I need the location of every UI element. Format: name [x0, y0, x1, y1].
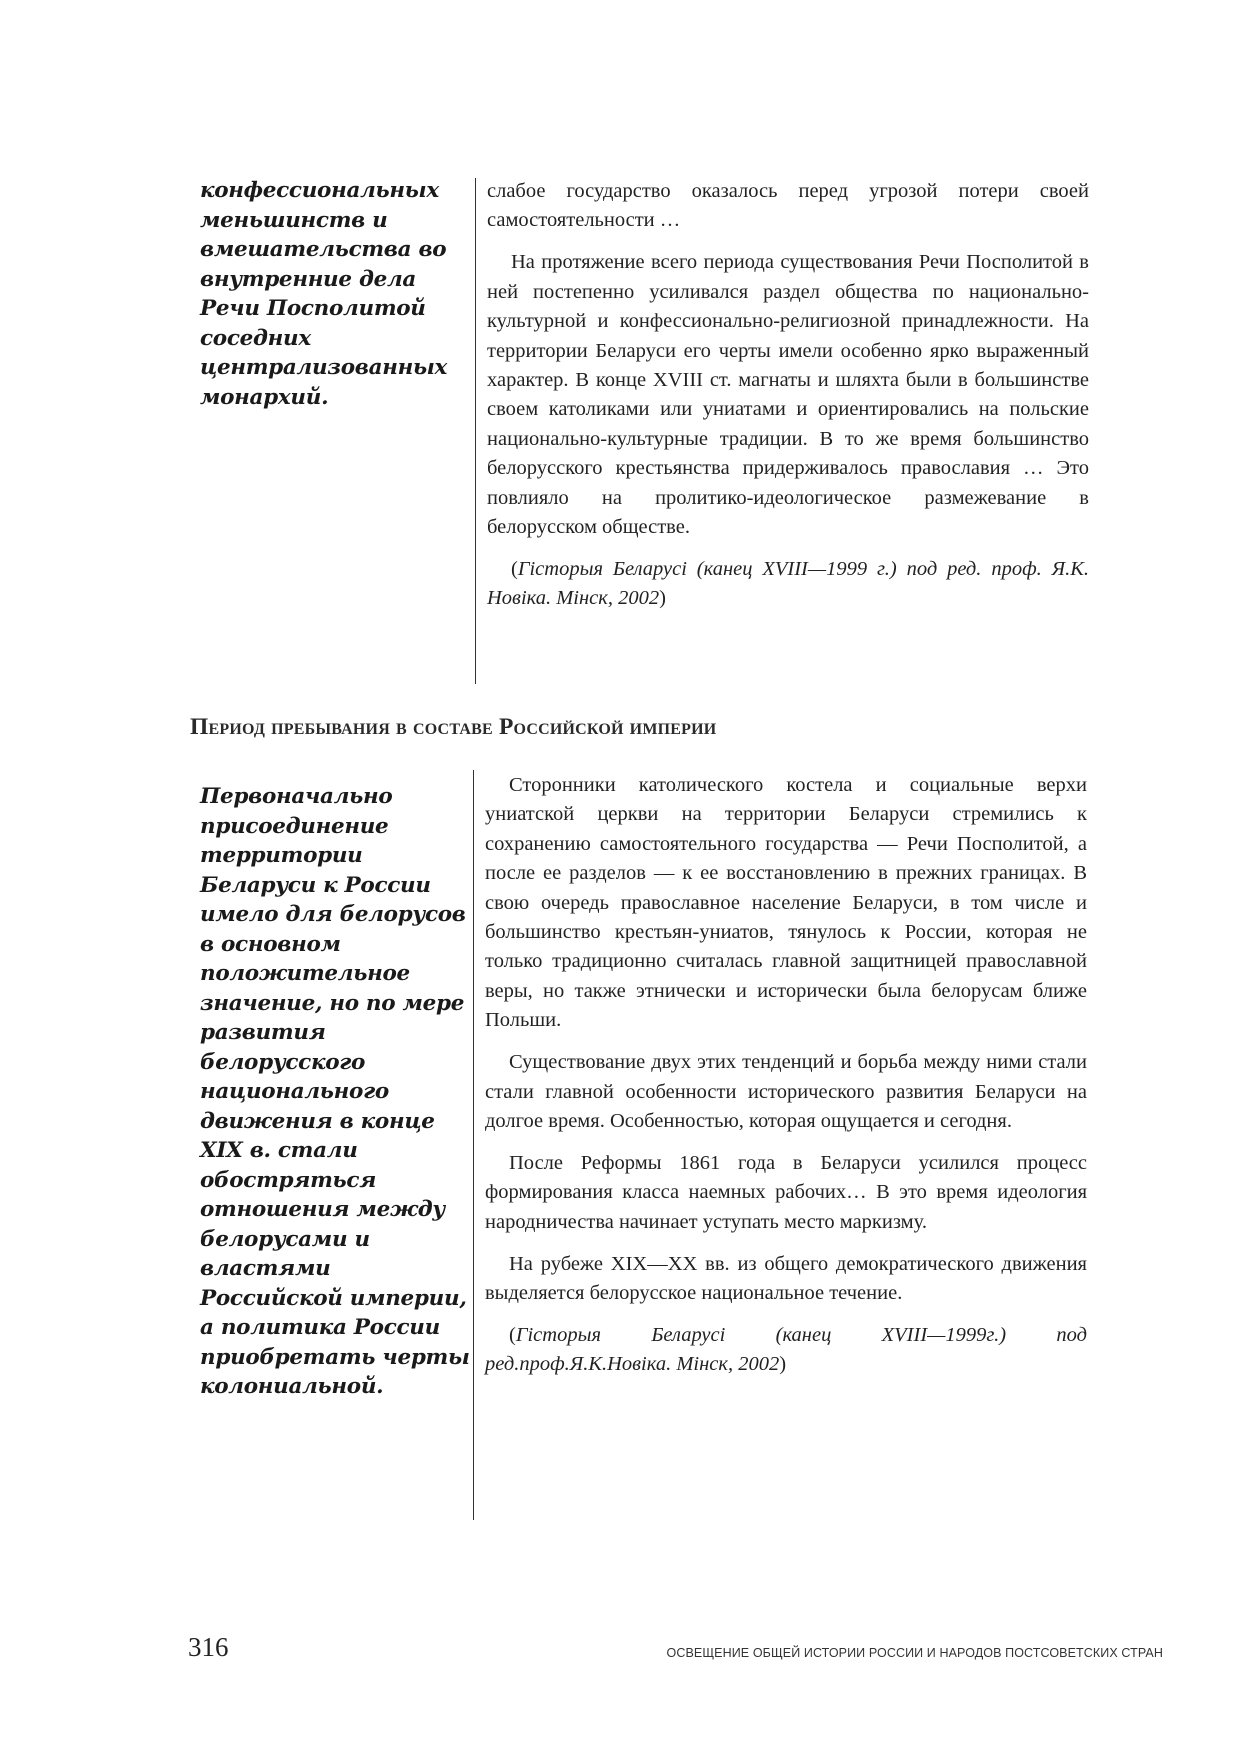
- main-text-1: [487, 177, 1089, 626]
- citation-close: ): [659, 587, 666, 610]
- paragraph: После Реформы 1861 года в Беларуси усилился процесс формирования класса наемных рабочих… В это время идеология народничества начинает уступать место маркизму.: [485, 1151, 1087, 1233]
- sidebar-line: соседних: [200, 325, 311, 351]
- sidebar-line: внутренние дела: [200, 266, 417, 292]
- citation-open: (: [511, 557, 518, 580]
- sidebar-line: монархий.: [200, 384, 329, 410]
- sidebar-line: Речи Посполитой: [200, 296, 426, 321]
- section-heading: Период пребывания в составе Российской империи: [190, 714, 717, 740]
- sidebar-note-1: [200, 176, 462, 412]
- sidebar-line: вмешательства во: [200, 237, 447, 262]
- column-divider: [475, 178, 476, 684]
- sidebar-line: присоединение: [200, 813, 389, 839]
- sidebar-line: территории: [200, 843, 363, 868]
- paragraph: Сторонники католического костела и социальные верхи униатской церкви на территории Беларуси стремились к сохранению самостоятельного государства — Речи Посполитой, а после ее разделов — к ее восстановлению в прежних границах. В свою очередь православное население Беларуси, в том числе и большинство крестьян-униатов, тянулось к России, которая не только традиционно считалась главной защитницей православной веры, но также этнически и исторически была белорусам ближе Польши.: [485, 774, 1087, 1032]
- sidebar-line: движения в конце: [200, 1108, 435, 1134]
- citation: [487, 555, 1089, 614]
- sidebar-line: обостряться: [200, 1167, 377, 1193]
- sidebar-line: белорусского: [200, 1049, 366, 1075]
- sidebar-line: Первоначально: [200, 784, 393, 809]
- sidebar-line: белорусами и: [200, 1226, 370, 1252]
- sidebar-line: развития: [200, 1020, 326, 1045]
- sidebar-line: значение, но по мере: [200, 990, 465, 1016]
- sidebar-line: Беларуси к России: [200, 872, 431, 898]
- paragraph: Существование двух этих тенденций и борьба между ними стали стали главной особенности исторического развития Беларуси на долгое время. Особенностью, которая ощущается и сегодня.: [485, 1051, 1087, 1132]
- citation: [485, 1321, 1087, 1380]
- sidebar-line: меньшинств и: [200, 207, 388, 233]
- main-text-2: [485, 771, 1087, 1392]
- sidebar-line: национального: [200, 1079, 389, 1104]
- running-title: ОСВЕЩЕНИЕ ОБЩЕЙ ИСТОРИИ РОССИИ И НАРОДОВ ПОСТСОВЕТСКИХ СТРАН: [666, 1646, 1163, 1660]
- sidebar-line: конфессиональных: [200, 178, 439, 203]
- column-divider: [473, 770, 474, 1520]
- sidebar-line: колониальной.: [200, 1374, 384, 1399]
- sidebar-line: а политика России: [200, 1315, 440, 1340]
- sidebar-line: отношения между: [200, 1197, 445, 1222]
- citation-open: (: [509, 1323, 516, 1346]
- paragraph: На рубеже XIX—XX вв. из общего демократического движения выделяется белорусское национальное течение.: [485, 1252, 1087, 1304]
- paragraph: На протяжение всего периода существования Речи Посполитой в ней постепенно усиливался раздел общества по национально-культурной и конфессионально-религиозной принадлежности. На территории Беларуси его черты имели особенно ярко выраженный характер. В конце XVIII ст. магнаты и шляхта были в большинстве своем католиками или униатами и ориентировались на польские национально-культурные традиции. В то же время большинство белорусского крестьянства придерживалось православия … Это повлияло на пролитико-идеологическое размежевание в белорусском обществе.: [487, 251, 1089, 538]
- citation-text: Гісторыя Беларусі (канец XVIII—1999 г.) под ред. проф. Я.К. Новіка. Мінск, 2002: [487, 557, 1089, 610]
- sidebar-line: XIX в. стали: [200, 1138, 358, 1163]
- sidebar-line: положительное: [200, 961, 410, 986]
- sidebar-note-2: [200, 782, 470, 1402]
- citation-close: ): [779, 1353, 787, 1376]
- sidebar-line: властями: [200, 1256, 331, 1281]
- citation-text: Гісторыя Беларусі (канец XVIII—1999г.) под ред.проф.Я.К.Новіка. Мінск, 2002: [485, 1323, 1087, 1376]
- page-number: 316: [188, 1632, 229, 1662]
- sidebar-line: приобретать черты: [200, 1344, 470, 1370]
- sidebar-line: имело для белорусов: [200, 902, 466, 927]
- sidebar-line: в основном: [200, 931, 341, 957]
- sidebar-line: централизованных: [200, 355, 448, 380]
- sidebar-line: Российской империи,: [200, 1285, 467, 1311]
- paragraph: слабое государство оказалось перед угрозой потери своей самостоятельности …: [487, 180, 1089, 232]
